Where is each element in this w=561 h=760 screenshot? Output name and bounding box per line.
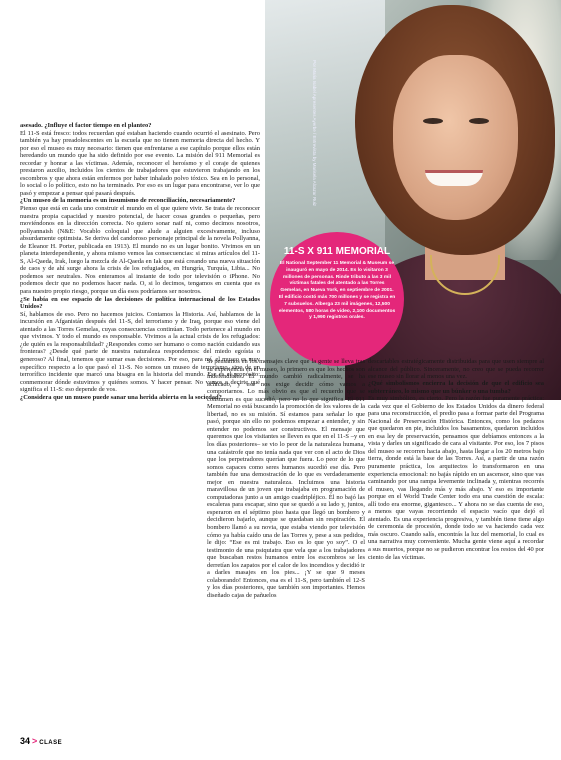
portrait-smile — [425, 170, 483, 186]
paragraph: Si pensamos en los mensajes clave que la gente se lleva tras su experiencia en el museo, lo primero es que los hechos son indefendibles. El mundo cambió radicalmente, se ha achicado, y eso nos exige decidir cómo vamos a comportarnos. Lo más obvio es que el recuerdo que se consumen es que sucedió, pero no lo que significa. El 911 Memorial no está buscando la promoción de los valores de la libertad, no es su misión. Sí estamos para señalar lo que pasó, porque sin ello no podemos empezar a entender, y sin entender no podemos ser constructivos. El mensaje que queremos que los visitantes se lleven es que en el 11-S –y en los días posteriores– se vio lo peor de la naturaleza humana, una catástrofe que no tenía nada que ver con el acto de Dios que los perpetradores querían que fuera. Lo peor de lo que somos capaces como seres humanos sucedió ese día. Pero también fue una demostración de lo que es verdaderamente mejor en nuestra naturaleza. Incluimos una historia maravillosa de un joven que trabajaba en programación de computadoras junto a un amigo cuadripléjico. Él no bajó las escaleras para escapar, sino que se quedó a su lado y, juntos, esperaron en el séptimo piso hasta que llegó un bombero y decidieron bajarlo, aunque se quedaban sin respiración. El bombero llamó a su novia, que estaba viendo por televisión cómo ya había caído una de las Torres y, pese a sus pedidos, le dijo: “Ese es mi trabajo. Eso es lo que yo soy”. O el testimonio de una psiquiatra que vela que a los trabajadores que buscaban restos humanos entre los escombros se les derretían los zapatos por el calor de los incendios y decidió ir a darles masajes en los pies... ¡Y se que 9 meses colaborando! Entonces, esa es el 11-S, pero también el 12-S y los días posteriores, que también son importantes. Hemos diseñado cajas de pañuelos — [207, 358, 365, 599]
folio-separator: > — [32, 736, 38, 746]
callout-circle — [270, 232, 404, 366]
portrait-eye — [423, 118, 443, 124]
paragraph: ¿Se había en ese espacio de las decisiones de política internacional de los Estados Unidos? — [20, 295, 260, 311]
paragraph: El 11-S está fresco: todos recuerdan qué estaban haciendo cuando ocurrió el asesinato. Pero también ya hay preadolescentes en la escuela que no tienen memoria directa del hecho. Y por eso el museo es muy necesario: tienen que enfrentarse a ese capítulo porque ellos están heredando un mundo que ha sido definido por ese evento. La misión del 911 Memorial es recordar y honrar a las víctimas. Además, reconocer el heroísmo y el coraje de quienes prestaron auxilio, incluidos los cientos de trabajadores que estuvieron trabajando en los escombros y que ahora están enfermos por haber inhalado polvo tóxico. Sea en lo personal, lo social o lo político, esto no ha terminado. Por eso es un lugar para encontrarse, ver lo que pasó y empezar a pensar qué pasará después. — [20, 129, 260, 197]
paragraph: Sí, hablamos de eso. Pero no hacemos juicios. Contamos la Historia. Así, hablamos de la incursión en Afganistán después del 11-S, del terrorismo y de Iraq, porque eso viene del atentado a las Torres Gemelas, cuyas consecuencias continúan. Todo pertenece al mundo en que vivimos. Y todo el mundo es responsable. Vivimos a la actual crisis de los refugiados: ¿de quién es la responsabilidad? ¿Respondes como ser humano o como nación cuidando sus fronteras? ¿Desde qué parte de nuestra naturaleza respondemos: del miedo egoísta o generoso? Al final, tenemos que sumar esas decisiones. Por eso, para mí, el museo es muy específico respecto a lo que pasó el 11-S. No somos un museo de terrorismo, sino de un terrorífico incidente que marcó una bisagra en la historia del mundo. Ese es el propósito: conmemorar dónde estuvimos y quiénes somos. Y hacer pensar. No vamos a decirte qué significa el 11-S: eso depende de vos. — [20, 310, 260, 394]
paragraph: Pienso que está en cada uno construir el mundo en el que quiere vivir. Se trata de reconocer nuestra propia capacidad y nuestro potencial, de hacer cosas grandes o pequeñas, pero moviéndonos en la dirección correcta. No quiero sonar naif ni, como decimos nosotros, pollyannaish (N&E: Vocablo coloquial que alude a alguien excesivamente, incluso absurdamente optimista. Se deriva del candoroso personaje principal de la novela Pollyanna, de Eleanor H. Porter, publicada en 1913). El mundo no es un lugar bonito. Vivimos en un planeta interdependiente, y ahora mismo vemos las consecuencias: si miras artículos del 11-S, Al-Qaeda, Irak, luego la mezcla de Al-Qaeda en Iak que está creando una nueva situación de caos y de ahí surge ahora la crisis de los refugiados, en Hungría, Turquía, Libia... No podemos ser neutrales. Nos enteramos al instante de todo por televisión o iPhone. No podemos decir que no podemos hacer nada. O, si lo decimos, tengamos en cuenta que es para nuestro propio riesgo, porque un día esos podríamos ser nosotros. — [20, 205, 260, 296]
paragraph: ¿Un museo de la memoria es un insumismo de reconciliación, necesariamente? — [20, 197, 236, 205]
portrait-eye — [469, 118, 489, 124]
page-folio — [20, 736, 62, 746]
text-column-3-intro: descartables estratégicamente distribuidas para que usen siempre al alcance del público. Sinceramente, no creo que se pueda recorrer ese museo sin llorar al menos una vez. — [368, 358, 544, 381]
paragraph: ¿Qué simbolismos encierra la decisión de que el edificio sea subterráneo, lo mismo que un búnker o una tumba? — [368, 380, 544, 395]
paragraph: asesado. ¿Influye el factor tiempo en el planteo? — [20, 122, 152, 129]
text-column-3 — [368, 380, 544, 561]
page-number: 34 — [20, 736, 31, 746]
callout-title: 11-S X 911 MEMORIAL — [283, 246, 391, 257]
magazine-name: CLASE — [39, 740, 63, 746]
text-column-2 — [207, 358, 365, 600]
callout-body: El National September 11 Memorial & Museum se inauguró en mayo de 2014. Es lo visitaron 3 millones de personas. Rinde tributo a las 3 mil víctimas fatales del atentado a las Torres Gemelas, en Nueva York, en septiembre de 2001. El edificio costó más 700 millones y se registra en 7 subsuelos. Alberga 23 mil imágenes, 12,500 elementos, 580 horas de video, 2,100 documentos y 1,990 registros orales. — [278, 261, 396, 321]
portrait-face — [393, 55, 518, 220]
paragraph: ¿Considera que un museo puede sanar una herida abierta en la sociedad? — [20, 393, 222, 401]
photo-credit: Por Maria Isabel Apresentes Ayerbe / Entrevista by Marisela Alcazar Ruiz — [312, 60, 317, 206]
paragraph: Es muy simbólico, es cierto. Pero la razón fue puramente práctica: cada vez que el Gobierno de los Estados Unidos da dinero federal para una reconstrucción, el predio pasa a formar parte del Programa Nacional de Preservación Histórica. Entonces, como los pedazos que quedaron en pie, incluidos los basamentos, quedaron incluidos en esa ley de preservación, pensamos que debíamos entonces a la vista y darles un significado de cara al visitante. Por eso, los 7 pisos del museo se recorren hacia abajo, hasta llegar a los 20 metros bajo tierra, donde está la base de las Torres. Así, a partir de una razón puramente práctica, los arquitectos lo transformaron en una experiencia emocional: no bajás rápido en un ascensor, sino que vas caminando por una rampa levemente inclinada y, mientras recorrés el museo, vas llegando más y más abajo. Y eso es importante porque en el World Trade Center todo era una cuestión de escala: allí todo era enorme, gigantesco... Y ahora no se das cuenta de eso, a menos que vayas recorriendo el espacio vacío que dejó el atentado. Es una experiencia progresiva, y también tiene tiene algo de ceremonia de procesión, donde todo se va haciendo cada vez más oscuro. Cuando salís, encontrás la luz del memorial, lo cual es una narrativa muy conveniente. Mucha gente viene aquí a recordar a sus muertos, porque no se pudieron encontrar los restos del 40 por ciento de las víctimas. — [368, 395, 544, 561]
